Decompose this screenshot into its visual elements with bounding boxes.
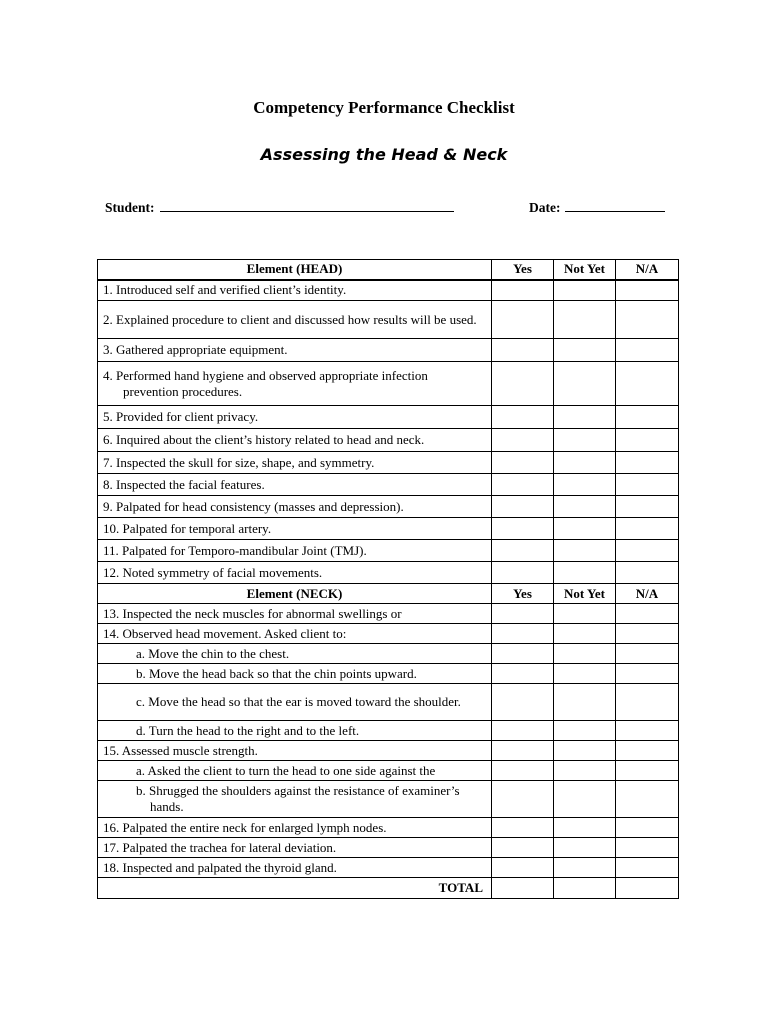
head-header-row xyxy=(98,260,679,280)
table-row xyxy=(98,721,679,741)
yes-total-cell[interactable] xyxy=(492,878,554,899)
not-yet-checkbox[interactable] xyxy=(554,721,616,741)
na-checkbox[interactable] xyxy=(616,301,679,339)
yes-checkbox[interactable] xyxy=(492,474,554,496)
checklist-table xyxy=(97,259,679,899)
item-text: 4. Performed hand hygiene and observed appropriate infection prevention procedures. xyxy=(98,362,492,406)
table-row xyxy=(98,644,679,664)
neck-header-row xyxy=(98,584,679,604)
not-yet-checkbox[interactable] xyxy=(554,664,616,684)
na-checkbox[interactable] xyxy=(616,540,679,562)
yes-checkbox[interactable] xyxy=(492,496,554,518)
table-row xyxy=(98,761,679,781)
date-blank-line[interactable] xyxy=(565,199,665,212)
not-yet-checkbox[interactable] xyxy=(554,838,616,858)
yes-checkbox[interactable] xyxy=(492,818,554,838)
na-checkbox[interactable] xyxy=(616,624,679,644)
not-yet-checkbox[interactable] xyxy=(554,339,616,362)
date-label: Date: xyxy=(529,200,561,215)
yes-checkbox[interactable] xyxy=(492,518,554,540)
item-text: 18. Inspected and palpated the thyroid gland. xyxy=(98,858,492,878)
yes-checkbox[interactable] xyxy=(492,858,554,878)
na-checkbox[interactable] xyxy=(616,664,679,684)
na-checkbox[interactable] xyxy=(616,781,679,818)
item-text: 9. Palpated for head consistency (masses and depression). xyxy=(98,496,492,518)
item-text: a. Asked the client to turn the head to one side against the xyxy=(98,761,492,781)
student-label: Student: xyxy=(105,200,155,215)
yes-checkbox[interactable] xyxy=(492,339,554,362)
not-yet-header: Not Yet xyxy=(554,584,616,604)
na-checkbox[interactable] xyxy=(616,339,679,362)
na-checkbox[interactable] xyxy=(616,741,679,761)
na-checkbox[interactable] xyxy=(616,818,679,838)
yes-checkbox[interactable] xyxy=(492,280,554,301)
not-yet-total-cell[interactable] xyxy=(554,878,616,899)
not-yet-checkbox[interactable] xyxy=(554,604,616,624)
yes-checkbox[interactable] xyxy=(492,452,554,474)
table-row xyxy=(98,496,679,518)
not-yet-checkbox[interactable] xyxy=(554,474,616,496)
na-checkbox[interactable] xyxy=(616,452,679,474)
item-text: 7. Inspected the skull for size, shape, and symmetry. xyxy=(98,452,492,474)
yes-checkbox[interactable] xyxy=(492,406,554,429)
item-text: b. Move the head back so that the chin points upward. xyxy=(98,664,492,684)
na-checkbox[interactable] xyxy=(616,562,679,584)
item-text: c. Move the head so that the ear is moved toward the shoulder. xyxy=(98,684,492,721)
item-text: 17. Palpated the trachea for lateral deviation. xyxy=(98,838,492,858)
not-yet-checkbox[interactable] xyxy=(554,858,616,878)
na-checkbox[interactable] xyxy=(616,838,679,858)
yes-checkbox[interactable] xyxy=(492,540,554,562)
not-yet-checkbox[interactable] xyxy=(554,684,616,721)
not-yet-checkbox[interactable] xyxy=(554,518,616,540)
yes-checkbox[interactable] xyxy=(492,684,554,721)
yes-checkbox[interactable] xyxy=(492,721,554,741)
table-row xyxy=(98,280,679,301)
item-text: 3. Gathered appropriate equipment. xyxy=(98,339,492,362)
item-text: 14. Observed head movement. Asked client to: xyxy=(98,624,492,644)
item-text: 2. Explained procedure to client and discussed how results will be used. xyxy=(98,301,492,339)
table-row xyxy=(98,406,679,429)
not-yet-checkbox[interactable] xyxy=(554,741,616,761)
yes-checkbox[interactable] xyxy=(492,301,554,339)
yes-header: Yes xyxy=(492,260,554,280)
not-yet-checkbox[interactable] xyxy=(554,781,616,818)
table-row xyxy=(98,781,679,818)
na-checkbox[interactable] xyxy=(616,761,679,781)
table-row xyxy=(98,429,679,452)
table-row xyxy=(98,684,679,721)
na-checkbox[interactable] xyxy=(616,721,679,741)
na-checkbox[interactable] xyxy=(616,280,679,301)
table-row xyxy=(98,741,679,761)
student-field[interactable] xyxy=(105,199,454,216)
table-row xyxy=(98,664,679,684)
na-total-cell[interactable] xyxy=(616,878,679,899)
not-yet-checkbox[interactable] xyxy=(554,624,616,644)
na-checkbox[interactable] xyxy=(616,496,679,518)
item-text: 12. Noted symmetry of facial movements. xyxy=(98,562,492,584)
table-row xyxy=(98,838,679,858)
item-text: 11. Palpated for Temporo-mandibular Joint (TMJ). xyxy=(98,540,492,562)
item-text: 16. Palpated the entire neck for enlarged lymph nodes. xyxy=(98,818,492,838)
yes-checkbox[interactable] xyxy=(492,741,554,761)
na-checkbox[interactable] xyxy=(616,474,679,496)
item-text: 8. Inspected the facial features. xyxy=(98,474,492,496)
item-text: 6. Inquired about the client’s history related to head and neck. xyxy=(98,429,492,452)
not-yet-checkbox[interactable] xyxy=(554,761,616,781)
not-yet-checkbox[interactable] xyxy=(554,818,616,838)
element-neck-header: Element (NECK) xyxy=(98,584,492,604)
item-text: 15. Assessed muscle strength. xyxy=(98,741,492,761)
yes-checkbox[interactable] xyxy=(492,644,554,664)
not-yet-header: Not Yet xyxy=(554,260,616,280)
table-row xyxy=(98,540,679,562)
yes-checkbox[interactable] xyxy=(492,562,554,584)
date-field[interactable] xyxy=(529,199,665,216)
na-checkbox[interactable] xyxy=(616,644,679,664)
not-yet-checkbox[interactable] xyxy=(554,452,616,474)
item-text: b. Shrugged the shoulders against the resistance of examiner’s hands. xyxy=(98,781,492,818)
item-text: 10. Palpated for temporal artery. xyxy=(98,518,492,540)
na-checkbox[interactable] xyxy=(616,858,679,878)
not-yet-checkbox[interactable] xyxy=(554,301,616,339)
table-row xyxy=(98,518,679,540)
table-row xyxy=(98,858,679,878)
table-row xyxy=(98,474,679,496)
table-row xyxy=(98,818,679,838)
table-row xyxy=(98,362,679,406)
page-subtitle: Assessing the Head & Neck xyxy=(260,145,508,164)
table-row xyxy=(98,624,679,644)
na-checkbox[interactable] xyxy=(616,362,679,406)
item-text: d. Turn the head to the right and to the left. xyxy=(98,721,492,741)
table-row xyxy=(98,301,679,339)
yes-checkbox[interactable] xyxy=(492,781,554,818)
total-row xyxy=(98,878,679,899)
total-label: TOTAL xyxy=(98,878,492,899)
not-yet-checkbox[interactable] xyxy=(554,540,616,562)
table-row xyxy=(98,339,679,362)
table-row xyxy=(98,604,679,624)
yes-checkbox[interactable] xyxy=(492,362,554,406)
na-header: N/A xyxy=(616,584,679,604)
table-row xyxy=(98,562,679,584)
student-blank-line[interactable] xyxy=(160,199,454,212)
item-text: 5. Provided for client privacy. xyxy=(98,406,492,429)
na-header: N/A xyxy=(616,260,679,280)
item-text: a. Move the chin to the chest. xyxy=(98,644,492,664)
not-yet-checkbox[interactable] xyxy=(554,406,616,429)
item-text: 13. Inspected the neck muscles for abnormal swellings or xyxy=(98,604,492,624)
not-yet-checkbox[interactable] xyxy=(554,362,616,406)
na-checkbox[interactable] xyxy=(616,604,679,624)
na-checkbox[interactable] xyxy=(616,406,679,429)
yes-checkbox[interactable] xyxy=(492,429,554,452)
yes-checkbox[interactable] xyxy=(492,664,554,684)
not-yet-checkbox[interactable] xyxy=(554,644,616,664)
yes-checkbox[interactable] xyxy=(492,604,554,624)
element-head-header: Element (HEAD) xyxy=(98,260,492,280)
not-yet-checkbox[interactable] xyxy=(554,496,616,518)
not-yet-checkbox[interactable] xyxy=(554,429,616,452)
yes-checkbox[interactable] xyxy=(492,624,554,644)
item-text: 1. Introduced self and verified client’s identity. xyxy=(98,280,492,301)
na-checkbox[interactable] xyxy=(616,518,679,540)
yes-header: Yes xyxy=(492,584,554,604)
not-yet-checkbox[interactable] xyxy=(554,280,616,301)
na-checkbox[interactable] xyxy=(616,429,679,452)
table-row xyxy=(98,452,679,474)
yes-checkbox[interactable] xyxy=(492,838,554,858)
page-title: Competency Performance Checklist xyxy=(253,98,515,117)
not-yet-checkbox[interactable] xyxy=(554,562,616,584)
na-checkbox[interactable] xyxy=(616,684,679,721)
yes-checkbox[interactable] xyxy=(492,761,554,781)
